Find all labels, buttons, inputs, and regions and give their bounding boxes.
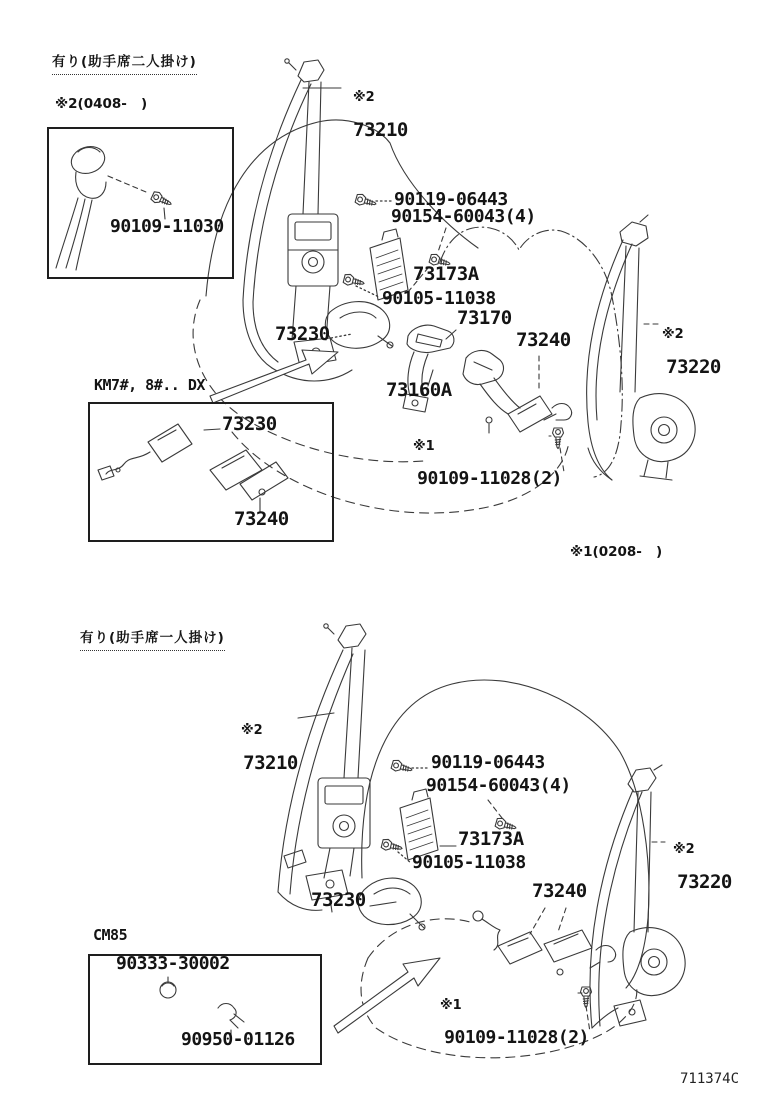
part-label-73170-top: 73170 <box>457 307 512 329</box>
inset-0408-note: ※2(0408- ) <box>55 96 148 112</box>
km-box-title: KM7#, 8#.. DX <box>94 376 205 394</box>
ref-mark: ※2 <box>241 722 263 738</box>
inset-box-km7-dx <box>88 402 334 542</box>
part-callout-90109-11028-bottom <box>434 965 589 1048</box>
part-label-73160a-top: 73160A <box>386 379 452 401</box>
cm-box-title: CM85 <box>93 926 128 944</box>
ref-mark: ※1 <box>413 438 435 454</box>
ref-mark: ※2 <box>662 326 684 342</box>
part-label-90119-top: 90119-06443 <box>394 189 508 210</box>
part-callout-73220-top <box>656 294 721 378</box>
part-callout-73210-bottom <box>233 690 298 774</box>
part-label-90105-bottom: 90105-11038 <box>412 852 526 873</box>
note-0208: ※1(0208- ) <box>570 544 663 560</box>
part-label-90119-bottom: 90119-06443 <box>431 752 545 773</box>
part-label-73240-bottom: 73240 <box>532 880 587 902</box>
part-number: 73210 <box>353 119 408 142</box>
bottom-cover-73173a-drawing <box>400 789 438 860</box>
part-label-73240-top: 73240 <box>516 329 571 351</box>
part-number: 73220 <box>677 871 732 894</box>
part-label-90333-30002: 90333-30002 <box>116 953 230 974</box>
part-label-73240-km: 73240 <box>234 508 289 530</box>
bottom-guide-73230-drawing <box>358 878 425 930</box>
section-heading-top: 有り(助手席二人掛け) <box>52 55 197 75</box>
part-callout-73210-top <box>343 57 408 141</box>
part-label-73230-km: 73230 <box>222 413 277 435</box>
part-label-73230-top: 73230 <box>275 323 330 345</box>
bottom-belt-73220-drawing <box>590 765 685 1028</box>
part-label-90154-top: 90154-60043(4) <box>391 206 536 227</box>
bottom-direction-arrow <box>334 958 440 1033</box>
part-label-73173a-top: 73173A <box>413 263 479 285</box>
part-number: 90109-11028(2) <box>417 468 562 490</box>
part-label-90154-bottom: 90154-60043(4) <box>426 775 571 796</box>
inset-box-variant-0408 <box>47 127 234 279</box>
drawing-number: 711374C <box>680 1071 740 1087</box>
part-label-73230-bottom: 73230 <box>311 889 366 911</box>
part-label-90950-01126: 90950-01126 <box>181 1029 295 1050</box>
ref-mark: ※2 <box>673 841 695 857</box>
part-number: 73210 <box>243 752 298 775</box>
part-label-73173a-bottom: 73173A <box>458 828 524 850</box>
part-number: 73220 <box>666 356 721 379</box>
top-direction-arrow <box>210 350 338 403</box>
part-callout-73220-bottom <box>667 809 732 893</box>
part-number: 90109-11028(2) <box>444 1027 589 1049</box>
ref-mark: ※1 <box>440 997 462 1013</box>
part-label-90105-top: 90105-11038 <box>382 288 496 309</box>
ref-mark: ※2 <box>353 89 375 105</box>
section-heading-bottom: 有り(助手席一人掛け) <box>80 631 225 651</box>
part-callout-90109-11028-top <box>407 406 562 489</box>
part-label-90109-11030: 90109-11030 <box>110 216 224 237</box>
